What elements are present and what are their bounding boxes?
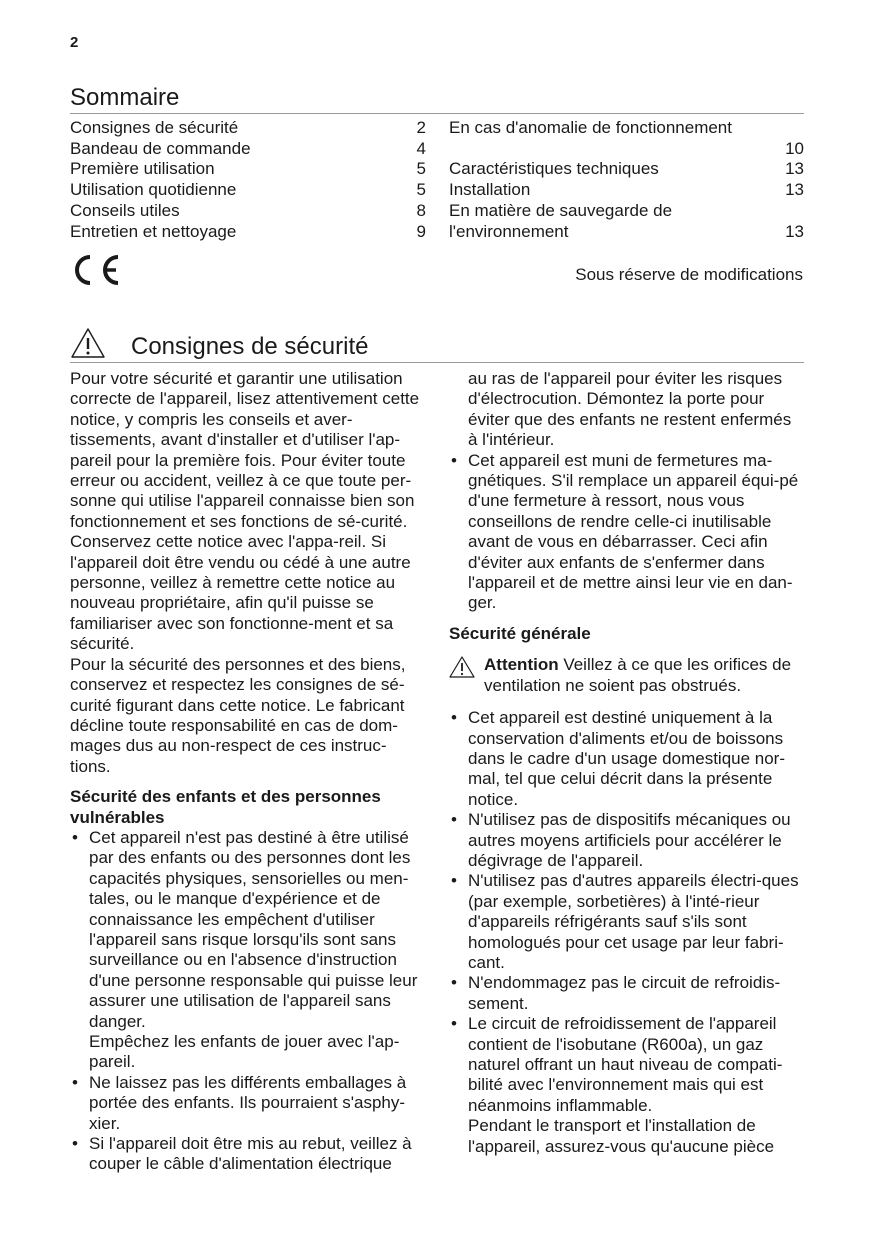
warning-icon: [449, 655, 475, 679]
modification-notice: Sous réserve de modifications: [575, 265, 803, 284]
intro-paragraph: Pour votre sécurité et garantir une utilisation correcte de l'appareil, lisez attentivement cette notice, y compris les conseils et aver-tissements, avant d'installer et d'utiliser l'ap-pareil pour la première fois. Pour éviter toute erreur ou accident, veillez à ce que toute per-sonne qui utilise l'appareil connaisse bien son fonctionnement et ses fonctions de sé-curité. Conservez cette notice avec l'appa-reil. Si l'appareil doit être vendu ou cédé à une autre personne, veillez à remettre cette notice au nouveau propriétaire, afin qu'il puisse se familiariser avec son fonctionne-ment et sa sécurité.: [70, 369, 420, 654]
toc-entry[interactable]: En matière de sauvegarde de l'environnement 13: [449, 200, 804, 241]
toc-divider: [70, 113, 804, 114]
ce-mark-icon: [70, 253, 122, 287]
page-number: 2: [70, 34, 79, 51]
toc-entry[interactable]: Installation 13: [449, 180, 804, 200]
list-item: • N'utilisez pas d'autres appareils électri-ques (par exemple, sorbetières) à l'inté-rieur d'appareils réfrigérants sauf s'ils sont homologués pour cet usage par leur fabri-cant.: [449, 871, 805, 973]
toc-entry[interactable]: Utilisation quotidienne 5: [70, 180, 426, 200]
toc-right-column: [449, 118, 804, 242]
toc-entry[interactable]: Bandeau de commande 4: [70, 138, 426, 158]
section-title: Consignes de sécurité: [131, 333, 369, 360]
toc-entry[interactable]: Caractéristiques techniques 13: [449, 159, 804, 179]
toc-entry[interactable]: Conseils utiles 8: [70, 200, 426, 220]
list-item: • Le circuit de refroidissement de l'appareil contient de l'isobutane (R600a), un gaz naturel offrant un haut niveau de compati-bilité avec l'environnement mais qui est néanmoins inflammable. Pendant le transport et l'installation de l'appareil, assurez-vous qu'aucune pièce: [449, 1014, 805, 1157]
attention-label: Attention: [484, 655, 559, 675]
list-item: • Cet appareil est destiné uniquement à la conservation d'aliments et/ou de boissons dans le cadre d'un usage domestique nor-mal, tel que celui décrit dans la présente notice.: [449, 708, 805, 810]
toc-entry[interactable]: Première utilisation 5: [70, 159, 426, 179]
toc-title: Sommaire: [70, 84, 180, 111]
list-item: • N'utilisez pas de dispositifs mécaniques ou autres moyens artificiels pour accélérer le dégivrage de l'appareil.: [449, 810, 805, 871]
list-item: • N'endommagez pas le circuit de refroidis-sement.: [449, 973, 805, 1014]
toc-entry[interactable]: En cas d'anomalie de fonctionnement 10: [449, 118, 804, 158]
list-item: • Ne laissez pas les différents emballages à portée des enfants. Ils pourraient s'asphy-xier.: [70, 1073, 426, 1134]
intro-paragraph: Pour la sécurité des personnes et des biens, conservez et respectez les consignes de sé-curité figurant dans cette notice. Le fabricant décline toute responsabilité en cas de dom-mages dus au non-respect de ces instruc-tions.: [70, 654, 406, 776]
left-text-column: [70, 369, 426, 1175]
general-safety-list: [449, 708, 805, 1157]
toc-left-column: [70, 118, 426, 242]
right-text-column: [449, 369, 805, 1157]
list-item: • Cet appareil n'est pas destiné à être utilisé par des enfants ou des personnes dont les capacités physiques, sensorielles ou men-tales, ou le manque d'expérience et de connaissance les empêchent d'utiliser l'appareil sans risque lorsqu'ils sont sans surveillance ou en l'absence d'instruction d'une personne responsable qui puisse leur assurer une utilisation de l'appareil sans danger. Empêchez les enfants de jouer avec l'ap-pareil.: [70, 828, 426, 1073]
children-safety-list: [449, 451, 805, 614]
list-item-continuation: au ras de l'appareil pour éviter les risques d'électrocution. Démontez la porte pour éviter que des enfants ne restent enfermés à l'intérieur.: [468, 369, 792, 450]
list-item: • Cet appareil est muni de fermetures ma-gnétiques. S'il remplace un appareil équi-pé d'une fermeture à ressort, nous vous conseillons de rendre celle-ci inutilisable avant de vous en débarrasser. Ceci afin d'éviter aux enfants de s'enfermer dans l'appareil et de mettre ainsi leur vie en dan-ger.: [449, 451, 805, 614]
list-item: • Si l'appareil doit être mis au rebut, veillez à couper le câble d'alimentation électrique: [70, 1134, 426, 1175]
attention-text: Veillez à ce que les orifices de ventilation ne soient pas obstrués.: [484, 655, 792, 695]
toc-entry[interactable]: Entretien et nettoyage 9: [70, 221, 426, 241]
toc-entry[interactable]: Consignes de sécurité 2: [70, 118, 426, 137]
attention-note: [449, 655, 805, 696]
section-divider: [70, 362, 804, 363]
general-safety-heading: Sécurité générale: [449, 623, 591, 643]
warning-icon: [70, 327, 106, 359]
children-safety-heading: Sécurité des enfants et des personnes vulnérables: [70, 787, 381, 827]
children-safety-list: [70, 828, 426, 1175]
